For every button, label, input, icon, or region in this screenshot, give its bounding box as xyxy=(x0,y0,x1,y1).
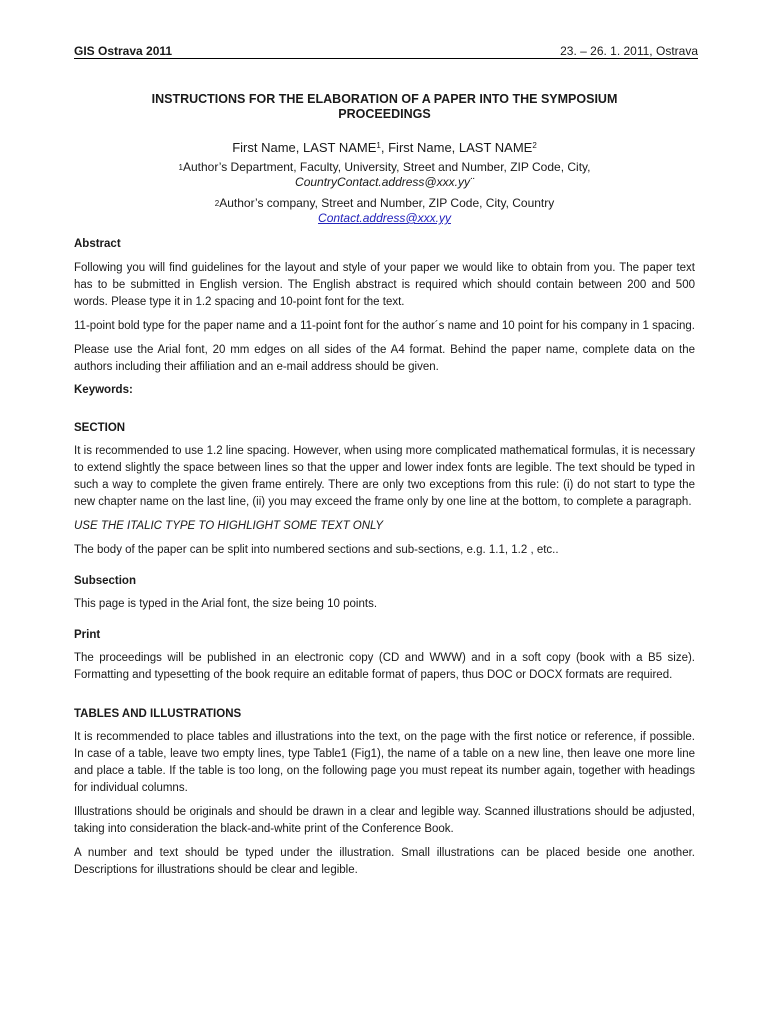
abstract-paragraph-3: Please use the Arial font, 20 mm edges on all sides of the A4 format. Behind the paper name, complete data on the authors including their affiliation and an e-mail address should be given. xyxy=(74,344,695,373)
header-date-place: 23. – 26. 1. 2011, Ostrava xyxy=(560,44,698,58)
affiliation-1-sup: 1 xyxy=(178,163,183,172)
tables-paragraph-1: It is recommended to place tables and illustrations into the text, on the page with the first notice or reference, if possible. In case of a table, leave two empty lines, type Table1 (Fig1), the name of a table on a new line, then leave one more line and place a table. If the table is too long, on the following page you must repeat its number again, together with headings for individual columns. xyxy=(74,731,695,794)
author-line xyxy=(74,139,695,157)
subsection-paragraph: This page is typed in the Arial font, the size being 10 points. xyxy=(74,598,378,610)
abstract-paragraph-1: Following you will find guidelines for the layout and style of your paper we would like to obtain from you. The paper text has to be submitted in English version. The English abstract is required which should contain between 200 and 500 words. Please type it in 1.2 spacing and 10-point font for the text. xyxy=(74,262,695,308)
title-line-1: INSTRUCTIONS FOR THE ELABORATION OF A PAPER INTO THE SYMPOSIUM xyxy=(151,92,618,106)
section-paragraph-3: The body of the paper can be split into numbered sections and sub-sections, e.g. 1.1, 1.2 , etc.. xyxy=(74,544,559,556)
tables-paragraph-3: A number and text should be typed under the illustration. Small illustrations can be placed beside one another. Descriptions for illustrations should be clear and legible. xyxy=(74,847,695,876)
title-line-2: PROCEEDINGS xyxy=(338,107,431,121)
author-1: First Name, LAST NAME xyxy=(232,140,377,155)
affiliation-1-text: Author’s Department, Faculty, University, Street and Number, ZIP Code, City, xyxy=(182,160,591,174)
keywords-heading: Keywords: xyxy=(74,384,133,396)
author-separator: , xyxy=(380,140,389,155)
document-body xyxy=(74,92,695,879)
affiliation-1-email: CountryContact.address@xxx.yy¨ xyxy=(295,175,474,189)
section-italic-note: USE THE ITALIC TYPE TO HIGHLIGHT SOME TEXT ONLY xyxy=(74,520,384,532)
affiliation-2-sup: 2 xyxy=(214,199,220,208)
section-heading: SECTION xyxy=(74,422,126,434)
tables-heading: TABLES AND ILLUSTRATIONS xyxy=(74,708,242,720)
author-1-sup: 1 xyxy=(376,141,381,150)
abstract-paragraph-2: 11-point bold type for the paper name and a 11-point font for the author´s name and 10 point for his company in 1 spacing. xyxy=(74,320,695,332)
print-heading: Print xyxy=(74,629,101,641)
tables-paragraph-2: Illustrations should be originals and should be drawn in a clear and legible way. Scanned illustrations should be adjusted, taking into consideration the black-and-white print of the Conference Book. xyxy=(74,806,695,835)
header-conference: GIS Ostrava 2011 xyxy=(74,44,173,58)
affiliation-2-text: Author’s company, Street and Number, ZIP Code, City, Country xyxy=(219,196,555,210)
affiliation-2 xyxy=(74,196,695,226)
affiliation-2-email-link[interactable]: Contact.address@xxx.yy xyxy=(318,211,451,225)
running-header xyxy=(74,40,698,59)
author-2-sup: 2 xyxy=(532,141,537,150)
print-paragraph: The proceedings will be published in an electronic copy (CD and WWW) and in a soft copy (book with a B5 size). Formatting and typesetting of the book require an editable format of papers, thus DOC or DOCX formats are required. xyxy=(74,652,695,681)
subsection-heading: Subsection xyxy=(74,575,136,587)
affiliation-1 xyxy=(74,160,695,190)
abstract-heading: Abstract xyxy=(74,238,121,250)
paper-title xyxy=(74,92,695,122)
section-paragraph-1: It is recommended to use 1.2 line spacing. However, when using more complicated mathematical formulas, it is necessary to extend slightly the space between lines so that the upper and lower index fonts are legible. The text should be typed in such a way to complete the given frame entirely. There are only two exceptions from this rule: (i) do not start to type the new chapter name on the last line, (ii) you may exceed the frame only by one line at the bottom, to complete a paragraph. xyxy=(74,445,695,508)
author-2: First Name, LAST NAME xyxy=(388,140,533,155)
